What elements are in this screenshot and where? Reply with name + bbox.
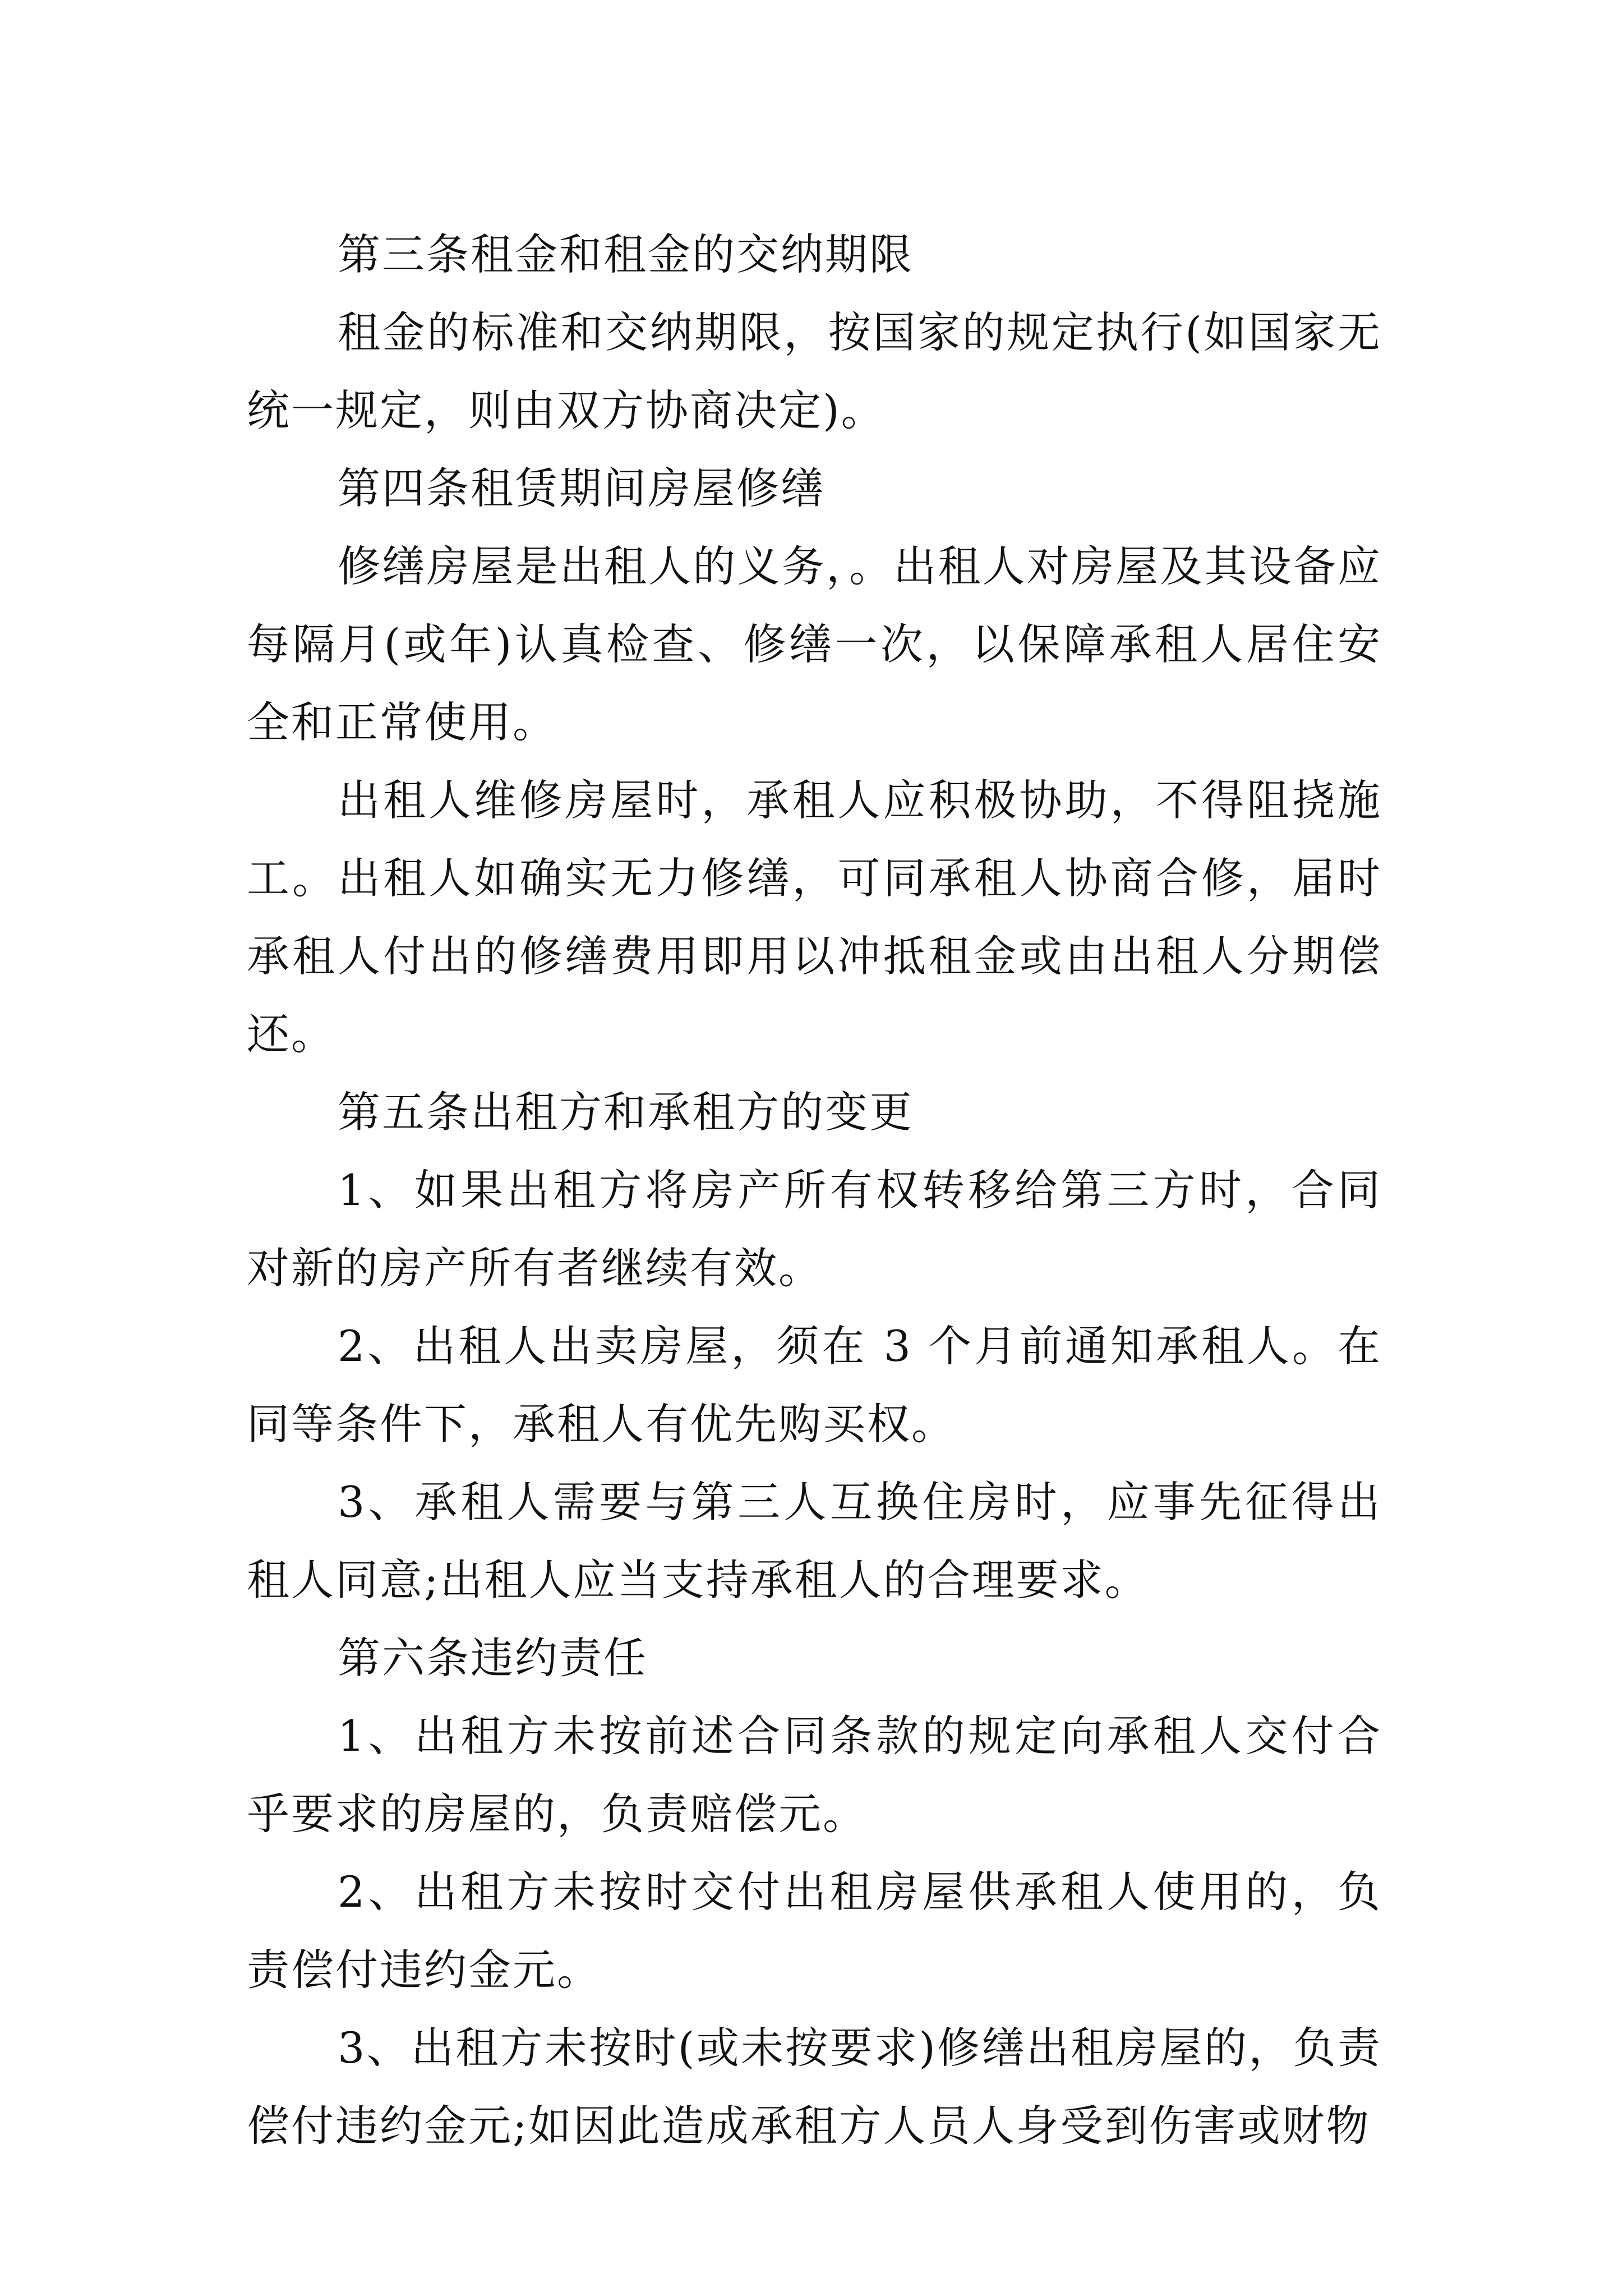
document-body [247, 215, 1382, 2165]
article-6-heading: 第六条违约责任 [338, 1633, 648, 1683]
article-3-heading: 第三条租金和租金的交纳期限 [338, 229, 914, 279]
article-6-item-2: 2、出租方未按时交付出租房屋供承租人使用的，负责偿付违约金元。 [247, 1867, 1382, 1995]
article-5-item-1: 1、如果出租方将房产所有权转移给第三方时，合同对新的房产所有者继续有效。 [247, 1165, 1382, 1293]
article-3-paragraph: 租金的标准和交纳期限，按国家的规定执行(如国家无统一规定，则由双方协商决定)。 [247, 307, 1382, 435]
article-4-heading: 第四条租赁期间房屋修缮 [338, 463, 825, 513]
article-5-item-2: 2、出租人出卖房屋，须在 3 个月前通知承租人。在同等条件下，承租人有优先购买权。 [247, 1321, 1382, 1449]
article-6-item-1: 1、出租方未按前述合同条款的规定向承租人交付合乎要求的房屋的，负责赔偿元。 [247, 1711, 1382, 1839]
article-4-paragraph-1: 修缮房屋是出租人的义务，。出租人对房屋及其设备应每隔月(或年)认真检查、修缮一次，以保障承租人居住安全和正常使用。 [247, 541, 1382, 747]
article-5-item-3: 3、承租人需要与第三人互换住房时，应事先征得出租人同意;出租人应当支持承租人的合理要求。 [247, 1477, 1382, 1605]
article-5-heading: 第五条出租方和承租方的变更 [338, 1087, 914, 1137]
article-4-paragraph-2: 出租人维修房屋时，承租人应积极协助，不得阻挠施工。出租人如确实无力修缮，可同承租人协商合修，届时承租人付出的修缮费用即用以冲抵租金或由出租人分期偿还。 [247, 775, 1382, 1059]
article-6-item-3: 3、出租方未按时(或未按要求)修缮出租房屋的，负责偿付违约金元;如因此造成承租方人员人身受到伤害或财物 [247, 2023, 1382, 2151]
